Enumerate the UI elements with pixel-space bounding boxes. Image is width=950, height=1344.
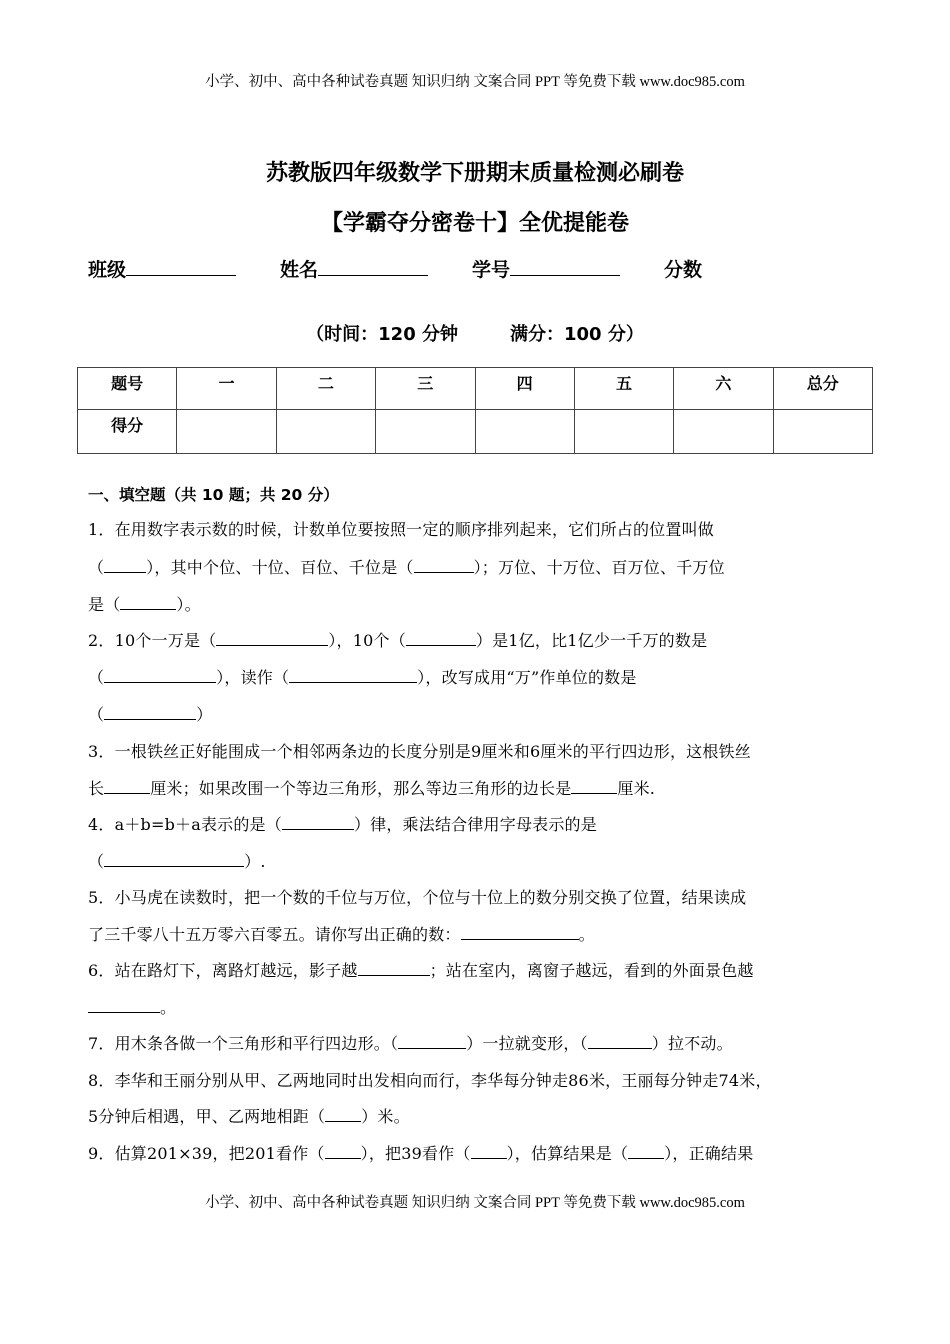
text: 长 (88, 779, 105, 798)
student-no-field (472, 255, 664, 282)
question-3-line-1: 3．一根铁丝正好能围成一个相邻两条边的长度分别是9厘米和6厘米的平行四边形，这根铁丝 (88, 742, 751, 761)
question-9-line-1 (88, 1141, 753, 1164)
question-1-line-1: 1．在用数字表示数的时候，计数单位要按照一定的顺序排列起来，它们所占的位置叫做 (88, 520, 714, 539)
score-cell (574, 410, 673, 454)
header-cell: 六 (674, 368, 773, 410)
header-cell: 题号 (78, 368, 177, 410)
question-2-line-3 (88, 702, 212, 725)
text: ）. (244, 852, 266, 871)
header-cell: 一 (177, 368, 276, 410)
answer-blank (398, 1034, 466, 1049)
student-no-blank (510, 257, 620, 276)
question-7-line-1 (88, 1031, 733, 1054)
answer-blank (325, 1144, 361, 1159)
text: 。 (578, 925, 595, 944)
question-6-line-1 (88, 958, 754, 981)
answer-blank (104, 852, 244, 867)
class-field (88, 255, 280, 282)
text: ）。 (176, 595, 201, 614)
score-cell (376, 410, 475, 454)
answer-blank (104, 668, 216, 683)
text: ）律，乘法结合律用字母表示的是 (353, 815, 597, 834)
text: 是（ (88, 595, 121, 614)
row-label: 得分 (78, 410, 177, 454)
answer-blank (120, 595, 176, 610)
text: 2．10个一万是（ (88, 631, 217, 650)
text: ），读作（ (216, 668, 290, 687)
text: 6．站在路灯下，离路灯越远，影子越 (88, 961, 358, 980)
answer-blank (88, 998, 160, 1013)
header-cell: 五 (574, 368, 673, 410)
score-label: 分数 (664, 259, 703, 281)
text: ）一拉就变形，（ (466, 1034, 588, 1053)
answer-blank (414, 558, 474, 573)
answer-blank (104, 779, 150, 794)
question-8-line-2 (88, 1104, 410, 1127)
question-1-line-2 (88, 555, 725, 578)
text: ），其中个位、十位、百位、千位是（ (146, 558, 414, 577)
answer-blank (571, 779, 617, 794)
answer-blank (406, 631, 476, 646)
answer-blank (289, 668, 417, 683)
text: ；站在室内，离窗子越远，看到的外面景色越 (429, 961, 754, 980)
answer-blank (104, 558, 146, 573)
header-cell: 四 (475, 368, 574, 410)
text: ）拉不动。 (651, 1034, 733, 1053)
question-2-line-1 (88, 628, 707, 651)
exam-full-score: 满分：100 分） (510, 324, 644, 345)
class-label: 班级 (88, 259, 127, 281)
text: （ (88, 558, 105, 577)
text: ），10个（ (328, 631, 406, 650)
score-table-header-row (78, 368, 873, 410)
question-6-line-2 (88, 995, 176, 1018)
text: ） (196, 705, 213, 724)
name-label: 姓名 (280, 259, 319, 281)
section-heading: 一、填空题（共 10 题；共 20 分） (88, 486, 339, 504)
text: 了三千零八十五万零六百零五。请你写出正确的数： (88, 925, 461, 944)
header-cell: 三 (376, 368, 475, 410)
text: 。 (160, 998, 177, 1017)
answer-blank (282, 815, 354, 830)
name-field (280, 255, 472, 282)
page-header: 小学、初中、高中各种试卷真题 知识归纳 文案合同 PPT 等免费下载 www.doc985.com (205, 74, 745, 90)
score-cell (276, 410, 375, 454)
text: 厘米. (617, 779, 656, 798)
student-no-label: 学号 (472, 259, 511, 281)
student-info-row (88, 255, 702, 282)
text: （ (88, 852, 105, 871)
question-2-line-2 (88, 665, 637, 688)
question-5-line-2 (88, 922, 595, 945)
answer-blank (471, 1144, 507, 1159)
answer-blank (588, 1034, 652, 1049)
exam-time: （时间：120 分钟 (306, 324, 458, 345)
score-table (77, 367, 873, 454)
text: ）是1亿，比1亿少一千万的数是 (475, 631, 708, 650)
answer-blank (358, 961, 430, 976)
score-cell (773, 410, 872, 454)
text: 厘米；如果改围一个等边三角形，那么等边三角形的边长是 (150, 779, 572, 798)
question-5-line-1: 5．小马虎在读数时，把一个数的千位与万位，个位与十位上的数分别交换了位置，结果读成 (88, 888, 747, 907)
text: （ (88, 705, 105, 724)
score-cell (177, 410, 276, 454)
text: ）；万位、十万位、百万位、千万位 (473, 558, 725, 577)
page-footer: 小学、初中、高中各种试卷真题 知识归纳 文案合同 PPT 等免费下载 www.doc985.com (205, 1195, 745, 1211)
text: ），正确结果 (664, 1144, 754, 1163)
answer-blank (461, 925, 579, 940)
text: ），把39看作（ (360, 1144, 471, 1163)
class-blank (126, 257, 236, 276)
text: ），改写成用“万”作单位的数是 (417, 668, 637, 687)
score-field (664, 255, 702, 282)
text: 5分钟后相遇，甲、乙两地相距（ (88, 1107, 326, 1126)
score-cell (475, 410, 574, 454)
header-cell: 总分 (773, 368, 872, 410)
question-4-line-1 (88, 812, 597, 835)
exam-title: 苏教版四年级数学下册期末质量检测必刷卷 (265, 161, 684, 186)
answer-blank (325, 1107, 361, 1122)
header-cell: 二 (276, 368, 375, 410)
exam-meta (0, 320, 950, 346)
question-1-line-3 (88, 592, 201, 615)
question-4-line-2 (88, 849, 266, 872)
answer-blank (216, 631, 328, 646)
text: 7．用木条各做一个三角形和平行四边形。（ (88, 1034, 399, 1053)
text: （ (88, 668, 105, 687)
text: 9．估算201×39，把201看作（ (88, 1144, 325, 1163)
exam-subtitle: 【学霸夺分密卷十】全优提能卷 (320, 211, 629, 236)
text: ）米。 (361, 1107, 410, 1126)
answer-blank (628, 1144, 664, 1159)
question-8-line-1: 8．李华和王丽分别从甲、乙两地同时出发相向而行，李华每分钟走86米，王丽每分钟走74米， (88, 1071, 772, 1090)
score-table-score-row (78, 410, 873, 454)
name-blank (318, 257, 428, 276)
text: ），估算结果是（ (506, 1144, 629, 1163)
text: 4．a＋b=b＋a表示的是（ (88, 815, 282, 834)
question-3-line-2 (88, 776, 655, 799)
answer-blank (104, 705, 196, 720)
score-cell (674, 410, 773, 454)
